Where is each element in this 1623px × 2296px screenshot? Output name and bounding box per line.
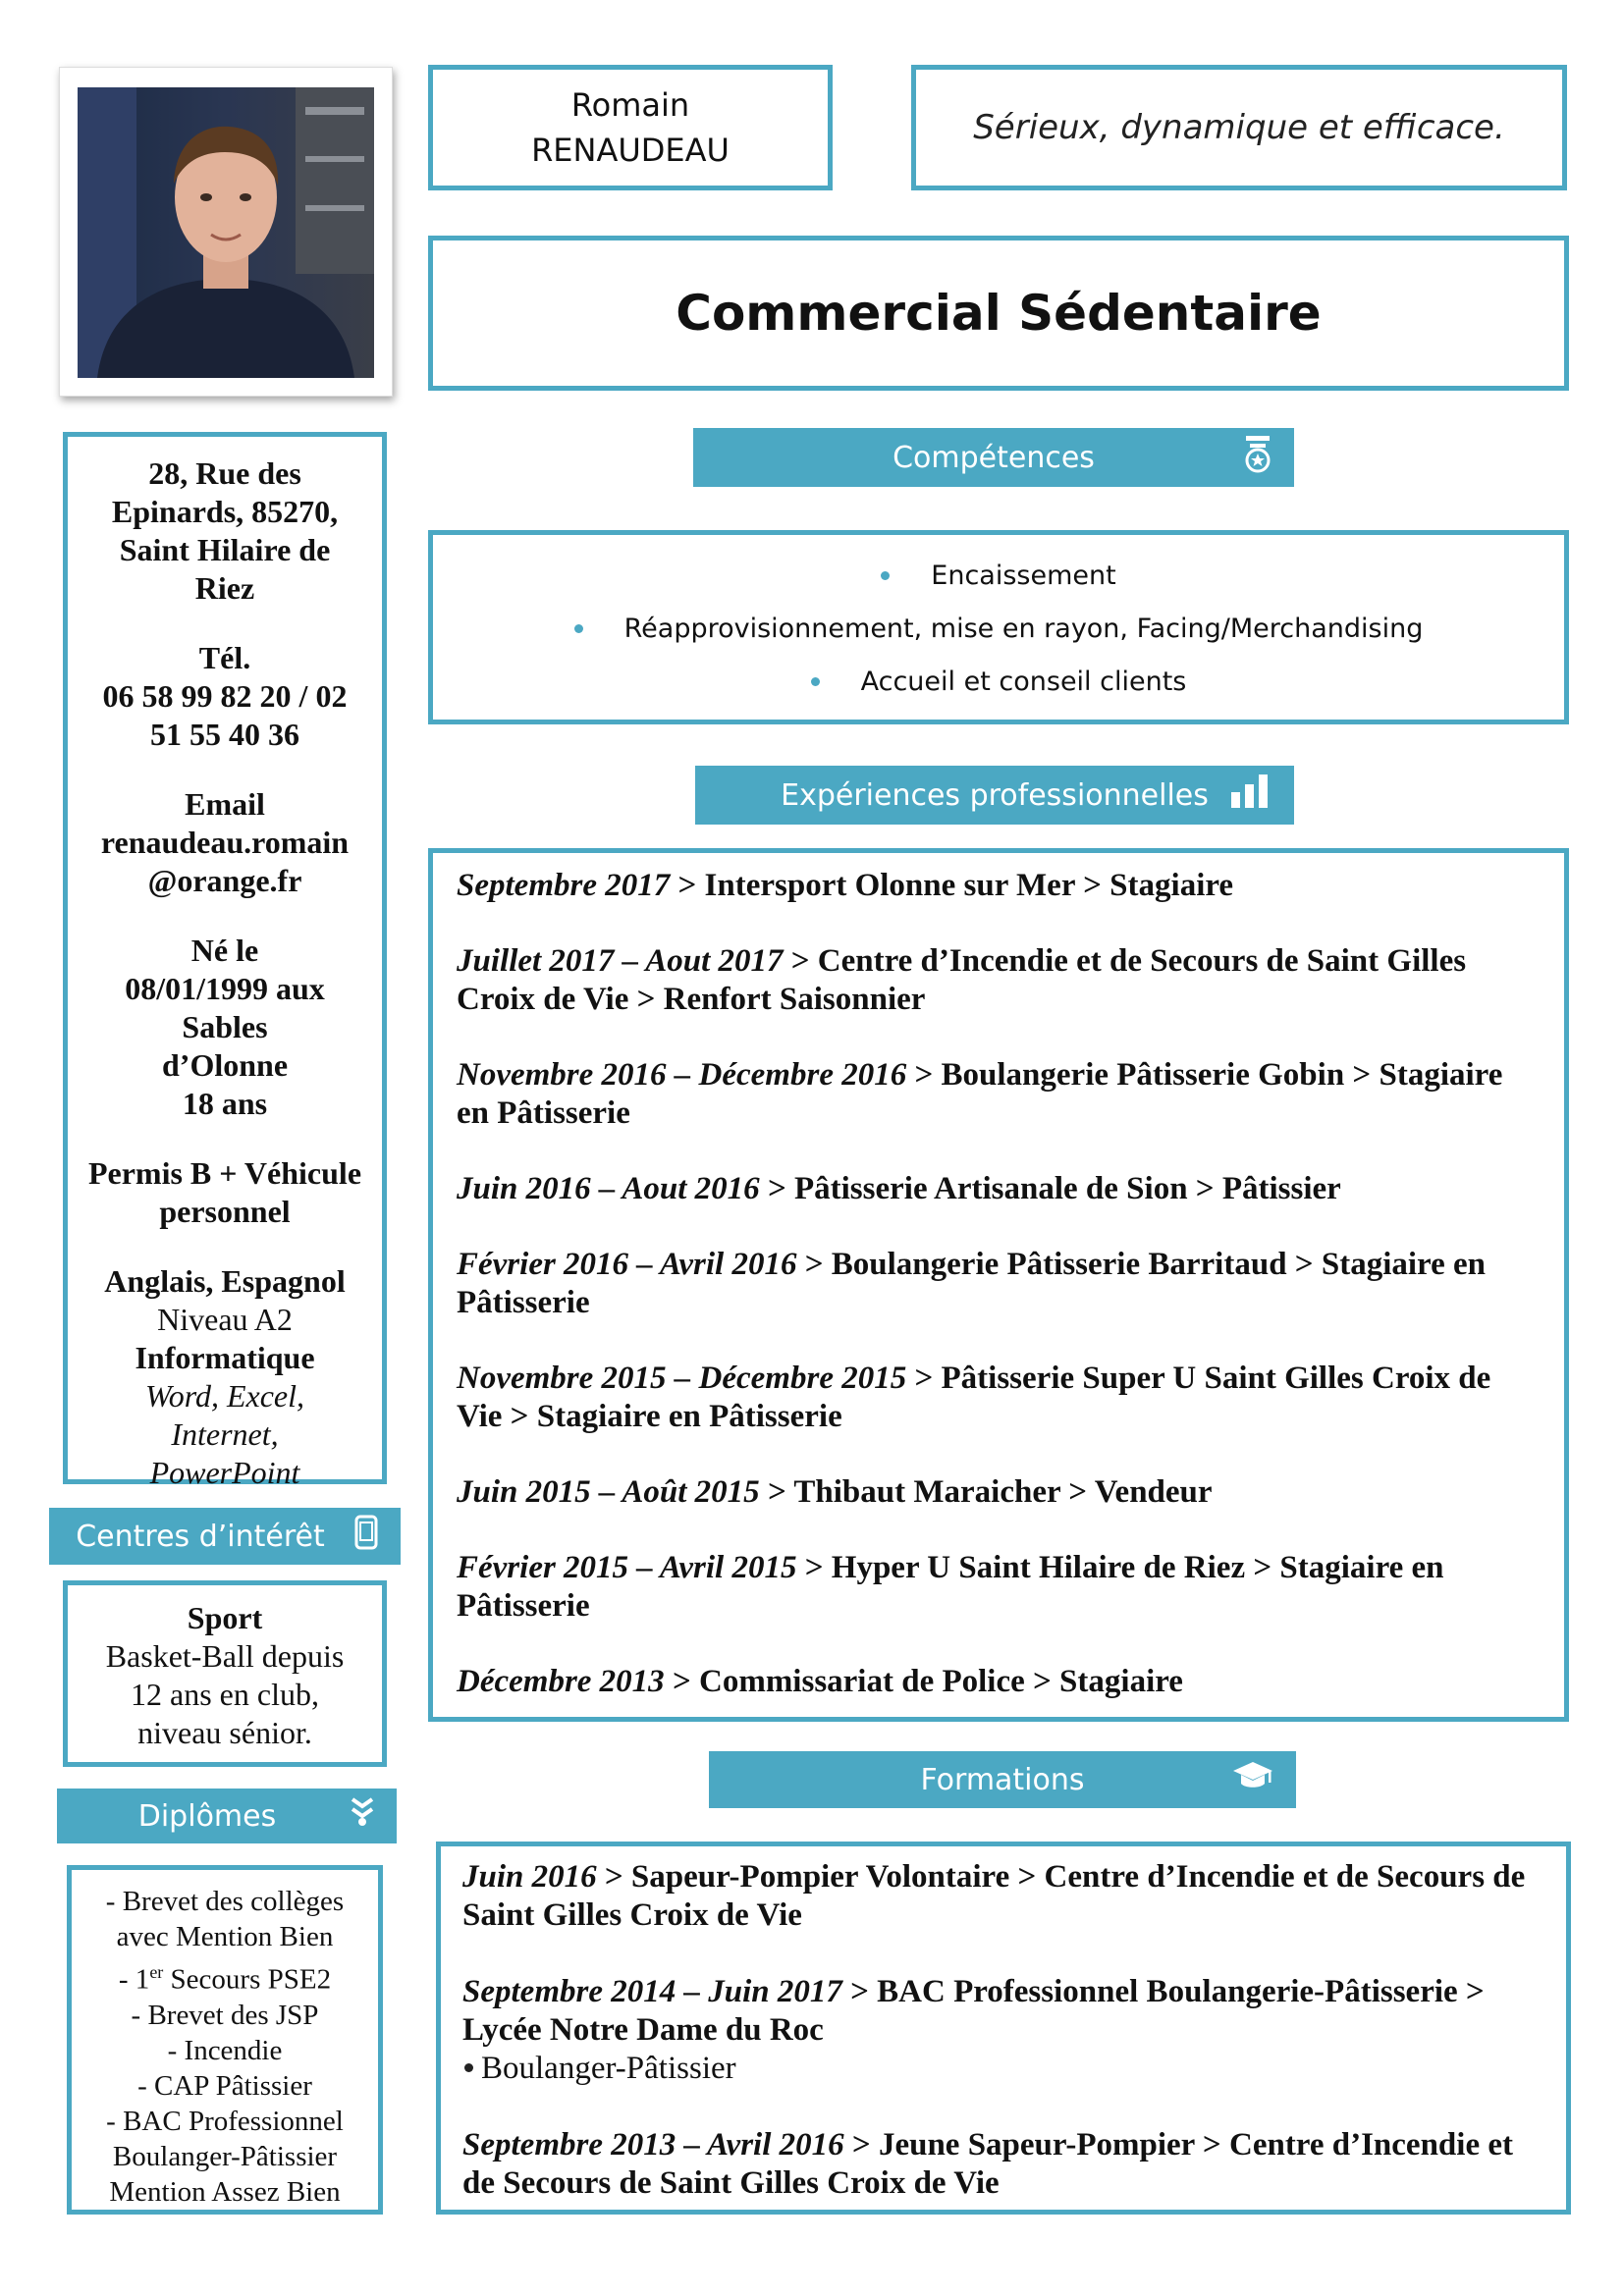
diplomes-header bbox=[57, 1789, 397, 1843]
formation-entry: Septembre 2014 – Juin 2017 > BAC Professionnel Boulangerie-Pâtisserie > Lycée Notre Dame du Roc Boulanger-Pâtissier bbox=[462, 1974, 1485, 2086]
diploma-item: - CAP Pâtissier bbox=[137, 2069, 312, 2102]
tagline-box bbox=[911, 65, 1567, 190]
diploma-item: - Brevet des collèges avec Mention Bien bbox=[105, 1886, 345, 1952]
phone-group bbox=[68, 639, 382, 754]
diploma-item: - Brevet des JSP bbox=[131, 1999, 319, 2031]
phone-value: 06 58 99 82 20 / 02 51 55 40 36 bbox=[102, 678, 348, 752]
driving-license: Permis B + Véhicule personnel bbox=[87, 1155, 362, 1229]
experience-entry: Septembre 2017 > Intersport Olonne sur Mer > Stagiaire bbox=[457, 868, 1234, 903]
experience-entry: Décembre 2013 > Commissariat de Police > Stagiaire bbox=[457, 1664, 1183, 1699]
bullet-icon bbox=[811, 677, 820, 686]
experience-entry: Juin 2016 – Aout 2016 > Pâtisserie Artisanale de Sion > Pâtissier bbox=[457, 1171, 1341, 1206]
diplomes-title: Diplômes bbox=[137, 1798, 277, 1834]
formations-header bbox=[709, 1751, 1296, 1808]
bullet-icon bbox=[464, 2063, 473, 2072]
skill-item: Accueil et conseil clients bbox=[433, 655, 1564, 708]
experience-entry: Juillet 2017 – Aout 2017 > Centre d’Incendie et de Secours de Saint Gilles Croix de Vie > Renfort Saisonnier bbox=[457, 943, 1467, 1017]
interest-text: Basket-Ball depuis 12 ans en club, niveau sénior. bbox=[105, 1638, 345, 1750]
skill-item: Réapprovisionnement, mise en rayon, Facing/Merchandising bbox=[433, 602, 1564, 655]
experience-entry: Juin 2015 – Août 2015 > Thibaut Maraicher > Vendeur bbox=[457, 1474, 1213, 1510]
contact-box bbox=[63, 432, 387, 1490]
bullet-icon bbox=[574, 624, 583, 633]
experience-entry: Février 2016 – Avril 2016 > Boulangerie Pâtisserie Barritaud > Stagiaire en Pâtisserie bbox=[457, 1247, 1486, 1320]
experiences-box bbox=[428, 848, 1569, 1722]
job-title: Commercial Sédentaire bbox=[676, 285, 1322, 342]
formation-sub-bullet: Boulanger-Pâtissier bbox=[462, 2051, 736, 2086]
birth-group bbox=[68, 932, 382, 1123]
experience-entry: Novembre 2015 – Décembre 2015 > Pâtisserie Super U Saint Gilles Croix de Vie > Stagiaire en Pâtisserie bbox=[457, 1361, 1491, 1434]
chevron-badge-icon bbox=[350, 1796, 375, 1836]
interests-title: Centres d’intérêt bbox=[76, 1519, 325, 1554]
skills-box bbox=[428, 530, 1569, 724]
age: 18 ans bbox=[182, 1086, 268, 1121]
experience-entry: Février 2015 – Avril 2015 > Hyper U Saint Hilaire de Riez > Stagiaire en Pâtisserie bbox=[457, 1550, 1444, 1624]
language-level: Niveau A2 bbox=[157, 1302, 293, 1337]
languages: Anglais, Espagnol bbox=[104, 1263, 346, 1299]
bullet-icon bbox=[881, 571, 890, 580]
diploma-item: - BAC Professionnel Boulanger-Pâtissier Mention Assez Bien bbox=[106, 2105, 344, 2208]
skill-item: Encaissement bbox=[433, 549, 1564, 602]
email-group bbox=[68, 785, 382, 900]
it-label: Informatique bbox=[135, 1340, 315, 1375]
experiences-header bbox=[695, 766, 1294, 825]
formations-title: Formations bbox=[920, 1762, 1085, 1797]
it-value: Word, Excel, Internet, PowerPoint bbox=[144, 1378, 305, 1490]
tagline: Sérieux, dynamique et efficace. bbox=[973, 108, 1505, 147]
first-name: Romain bbox=[570, 86, 690, 124]
birth-info: Né le 08/01/1999 aux Sables d’Olonne bbox=[125, 933, 325, 1083]
profile-photo-frame bbox=[59, 67, 393, 397]
skills-group bbox=[68, 1262, 382, 1492]
formation-entry: Juin 2016 > Sapeur-Pompier Volontaire > Centre d’Incendie et de Secours de Saint Gilles Croix de Vie bbox=[462, 1859, 1526, 1933]
formations-box bbox=[436, 1842, 1571, 2215]
graduation-cap-icon bbox=[1231, 1759, 1274, 1800]
portrait-image bbox=[78, 87, 374, 378]
name-box bbox=[428, 65, 833, 190]
experiences-title: Expériences professionnelles bbox=[781, 777, 1209, 813]
bar-chart-icon bbox=[1229, 773, 1272, 818]
diploma-item: - Incendie bbox=[167, 2034, 283, 2066]
competences-header bbox=[693, 428, 1294, 487]
email-value: renaudeau.romain @orange.fr bbox=[100, 825, 350, 898]
email-label: Email bbox=[185, 786, 265, 822]
interests-header bbox=[49, 1508, 401, 1565]
diploma-item: - 1er Secours PSE2 bbox=[118, 1962, 332, 1996]
experience-entry: Novembre 2016 – Décembre 2016 > Boulangerie Pâtisserie Gobin > Stagiaire en Pâtisserie bbox=[457, 1057, 1503, 1131]
phone-label: Tél. bbox=[198, 640, 251, 675]
interest-title: Sport bbox=[187, 1600, 263, 1635]
mobile-phone-icon bbox=[353, 1515, 379, 1558]
job-title-box bbox=[428, 236, 1569, 391]
formation-entry: Septembre 2013 – Avril 2016 > Jeune Sapeur-Pompier > Centre d’Incendie et de Secours de Saint Gilles Croix de Vie bbox=[462, 2127, 1513, 2201]
medal-icon bbox=[1243, 434, 1272, 481]
diplomes-box bbox=[67, 1865, 383, 2215]
interests-box bbox=[63, 1580, 387, 1767]
competences-title: Compétences bbox=[893, 440, 1095, 475]
address: 28, Rue des Epinards, 85270, Saint Hilaire de Riez bbox=[111, 455, 339, 606]
profile-photo bbox=[78, 87, 374, 378]
last-name: RENAUDEAU bbox=[531, 132, 730, 169]
